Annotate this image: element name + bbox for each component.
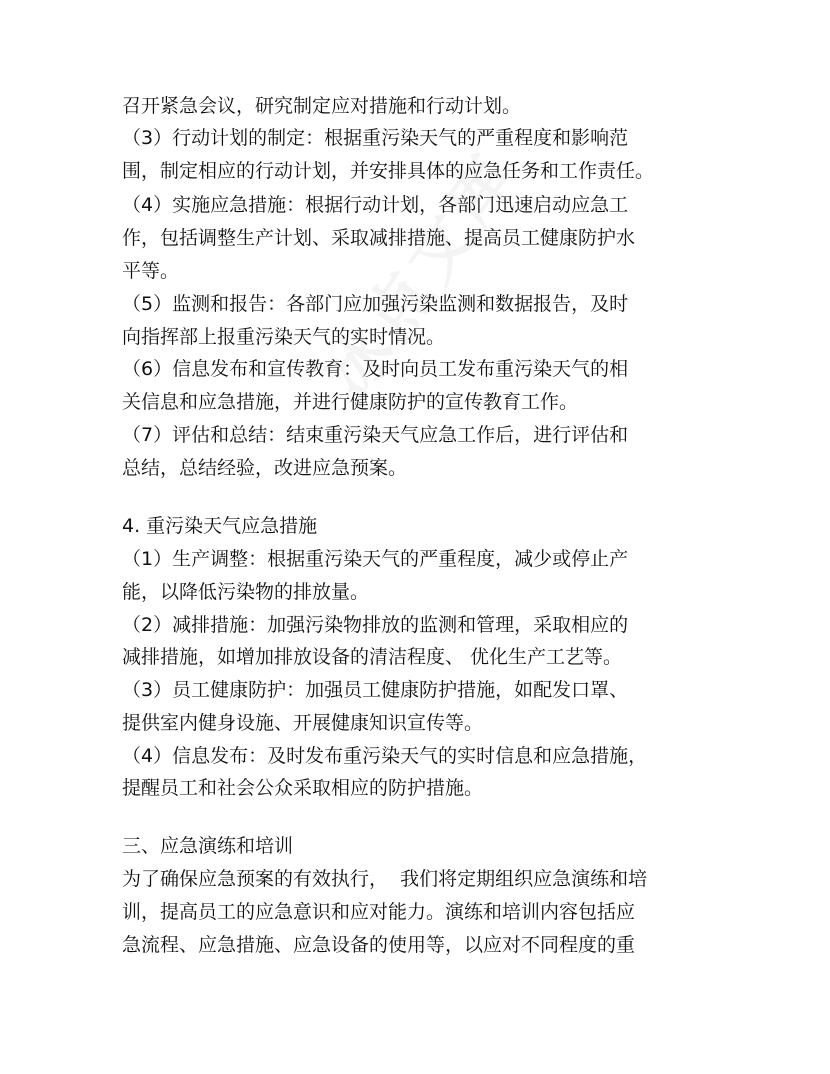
text-line: 作，包括调整生产计划、采取减排措施、提高员工健康防护水 xyxy=(122,227,636,249)
text-line: 提醒员工和社会公众采取相应的防护措施。 xyxy=(122,777,484,799)
text-line: （6）信息发布和宣传教育：及时向员工发布重污染天气的相 xyxy=(122,358,629,380)
section-heading: 三、应急演练和培训 xyxy=(122,835,294,857)
text-line: （1）生产调整：根据重污染天气的严重程度，减少或停止产 xyxy=(122,548,629,570)
text-line: （7）评估和总结：结束重污染天气应急工作后，进行评估和 xyxy=(122,424,629,446)
text-line: 关信息和应急措施，并进行健康防护的宣传教育工作。 xyxy=(122,391,579,413)
text-line: （2）减排措施：加强污染物排放的监测和管理，采取相应的 xyxy=(122,614,629,636)
text-line: 召开紧急会议，研究制定应对措施和行动计划。 xyxy=(122,95,522,117)
text-line: （3）员工健康防护：加强员工健康防护措施，如配发口罩、 xyxy=(122,679,629,701)
text-line: 急流程、应急措施、应急设备的使用等，以应对不同程度的重 xyxy=(122,934,636,956)
text-line: （4）信息发布：及时发布重污染天气的实时信息和应急措施， xyxy=(122,745,648,767)
text-line: 能，以降低污染物的排放量。 xyxy=(122,581,370,603)
text-line: （4）实施应急措施：根据行动计划，各部门迅速启动应急工 xyxy=(122,194,629,216)
text-line: 平等。 xyxy=(122,260,180,282)
text-line: 减排措施，如增加排放设备的清洁程度、 优化生产工艺等。 xyxy=(122,646,623,668)
text-line: 为了确保应急预案的有效执行， 我们将定期组织应急演练和培 xyxy=(122,868,648,890)
text-line: （3）行动计划的制定：根据重污染天气的严重程度和影响范 xyxy=(122,127,629,149)
text-line: 向指挥部上报重污染天气的实时情况。 xyxy=(122,326,446,348)
text-line: （5）监测和报告：各部门应加强污染监测和数据报告，及时 xyxy=(122,293,629,315)
text-line: 围，制定相应的行动计划，并安排具体的应急任务和工作责任。 xyxy=(122,160,655,182)
section-heading: 4. 重污染天气应急措施 xyxy=(122,515,318,537)
text-line: 总结，总结经验，改进应急预案。 xyxy=(122,457,408,479)
text-line: 提供室内健身设施、开展健康知识宣传等。 xyxy=(122,712,484,734)
text-line: 训，提高员工的应急意识和应对能力。演练和培训内容包括应 xyxy=(122,901,636,923)
